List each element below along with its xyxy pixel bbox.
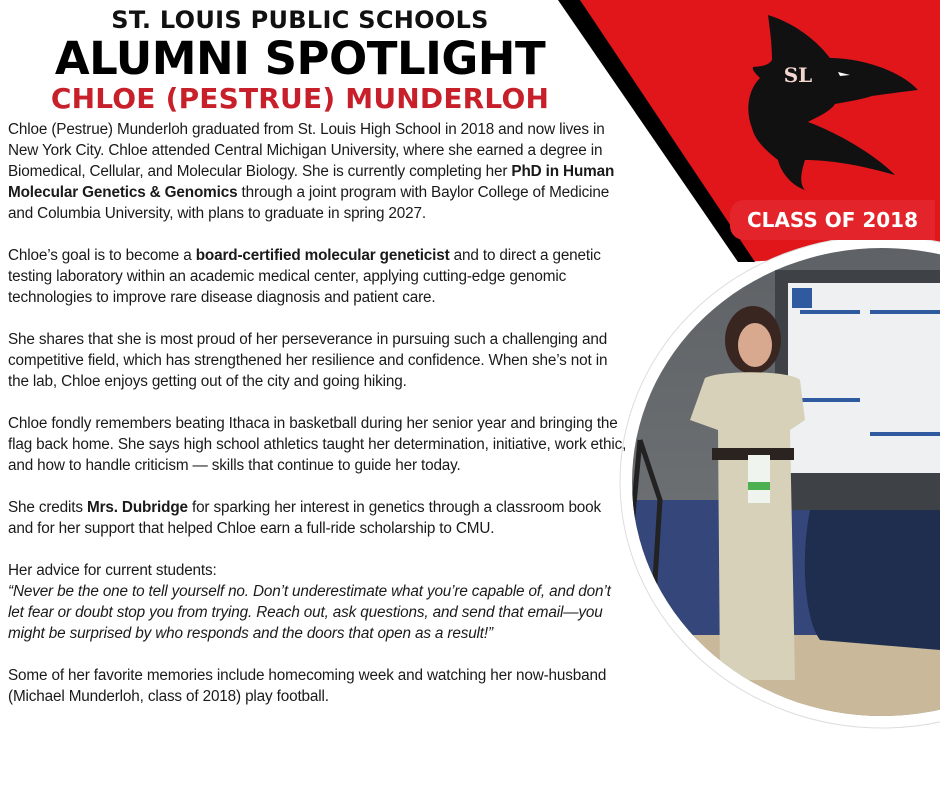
paragraph-advice (8, 560, 630, 644)
class-year-badge: CLASS OF 2018 (730, 200, 935, 240)
highlight-degree: PhD in Human Molecular Genetics & Genomics (8, 163, 615, 201)
text: through a joint program with Baylor College of Medicine and Columbia University, with plans to graduate in spring 2027. (8, 184, 610, 222)
advice-quote: “Never be the one to tell yourself no. Don’t underestimate what you’re capable of, and don’t let fear or doubt stop you from trying. Reach out, ask questions, and send that email—you might be surprised by who responds and the doors that open as a result!” (8, 583, 611, 642)
text: for sparking her interest in genetics through a classroom book and for her support that helped Chloe earn a full-ride scholarship to CMU. (8, 499, 602, 537)
svg-text:SL: SL (783, 63, 813, 87)
school-name-heading: ST. LOUIS PUBLIC SCHOOLS (111, 6, 489, 34)
paragraph-pride: She shares that she is most proud of her perseverance in pursuing such a challenging and competitive field, which has strengthened her resilience and confidence. When she’s not in the lab, Chloe enjoys getting out of the city and going hiking. (8, 331, 608, 390)
text: Chloe’s goal is to become a (8, 247, 196, 264)
alumna-name: CHLOE (PESTRUE) MUNDERLOH (50, 82, 550, 115)
paragraph-memories: Some of her favorite memories include homecoming week and watching her now-husband (Michael Munderloh, class of 2018) play football. (8, 667, 607, 705)
paragraph-education (8, 119, 630, 224)
highlight-mentor: Mrs. Dubridge (86, 499, 188, 516)
text: She credits (8, 499, 87, 516)
article-body (8, 119, 630, 728)
page-title: ALUMNI SPOTLIGHT (54, 32, 546, 85)
paragraph-mentor (8, 497, 630, 539)
paragraph-athletics: Chloe fondly remembers beating Ithaca in basketball during her senior year and bringing the flag back home. She says high school athletics taught her determination, initiative, work ethic, and how to handle criticism — skills that continue to guide her today. (8, 415, 627, 474)
text: and to direct a genetic testing laboratory within an academic medical center, applying cutting-edge genomic technologies to improve rare disease diagnosis and patient care. (8, 247, 601, 306)
paragraph-goal (8, 245, 630, 308)
text: Chloe (Pestrue) Munderloh graduated from St. Louis High School in 2018 and now lives in New York City. Chloe attended Central Michigan University, where she earned a degree in Biomedical, Cellular, and Molecular Biology. She is currently completing her (8, 121, 605, 180)
highlight-goal: board-certified molecular geneticist (195, 247, 450, 264)
advice-intro: Her advice for current students: (8, 562, 217, 579)
